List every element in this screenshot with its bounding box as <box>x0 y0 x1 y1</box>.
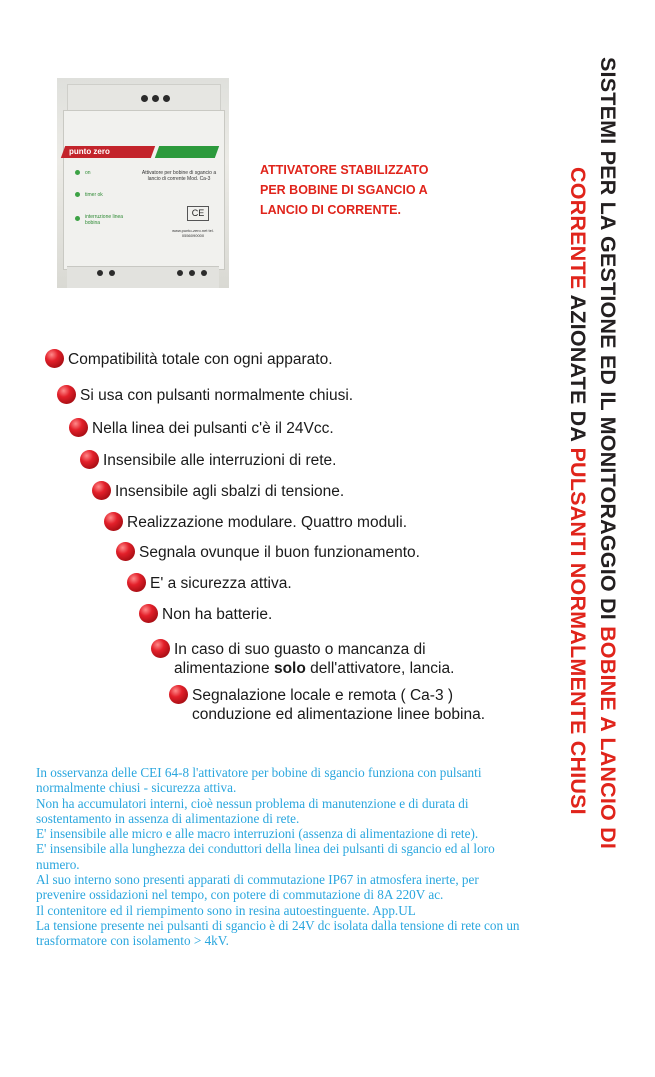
feature-item <box>169 686 485 724</box>
side-title-text: SISTEMI PER LA GESTIONE ED IL MONITORAGGIO DI <box>596 57 620 627</box>
feature-text: Si usa con pulsanti normalmente chiusi. <box>80 387 354 404</box>
led-icon <box>75 170 80 175</box>
red-bullet-icon <box>104 512 123 531</box>
feature-item <box>151 640 454 678</box>
feature-text: Nella linea dei pulsanti c'è il 24Vcc. <box>92 420 334 437</box>
terminal-screw-icon <box>109 270 115 276</box>
red-bullet-icon <box>69 418 88 437</box>
feature-text: E' a sicurezza attiva. <box>150 575 292 592</box>
feature-item <box>45 350 333 369</box>
red-bullet-icon <box>92 481 111 500</box>
feature-text-line <box>174 659 454 678</box>
side-title <box>563 57 623 967</box>
product-title-line: LANCIO DI CORRENTE. <box>260 203 401 217</box>
note-line: E' insensibile alle micro e alle macro interruzioni (assenza di alimentazione di rete). <box>36 826 479 842</box>
side-title-line-1 <box>593 57 623 967</box>
terminal-screw-icon <box>189 270 195 276</box>
feature-text: Insensibile agli sbalzi di tensione. <box>115 483 345 500</box>
feature-item <box>127 574 292 593</box>
note-line: Al suo interno sono presenti apparati di commutazione IP67 in atmosfera inerte, per prevenire ossidazioni nel tempo, con potere di commutazione di 8A 220V ac. <box>36 872 479 903</box>
feature-item <box>139 605 272 624</box>
feature-text: Insensibile alle interruzioni di rete. <box>103 452 337 469</box>
led-label: timer ok <box>85 192 103 198</box>
feature-text: Compatibilità totale con ogni apparato. <box>68 351 333 368</box>
red-bullet-icon <box>116 542 135 561</box>
terminal-screw-icon <box>141 95 148 102</box>
led-label: on <box>85 170 91 176</box>
notes-paragraph <box>36 765 521 949</box>
feature-text-bold: solo <box>273 660 306 677</box>
device-body <box>63 110 225 270</box>
red-bullet-icon <box>169 685 188 704</box>
product-title <box>260 160 480 220</box>
red-bullet-icon <box>45 349 64 368</box>
side-title-highlight: BOBINE A LANCIO DI <box>596 626 620 850</box>
note-line: La tensione presente nei pulsanti di sgancio è di 24V dc isolata dalla tensione di rete con un trasformatore con isolamento > 4kV. <box>36 917 520 949</box>
led-label: interruzione linea bobina <box>85 214 124 226</box>
device-brand: punto zero <box>69 147 110 156</box>
device-description: Attivatore per bobine di sgancio a lancio di corrente Mod. Ca-3 <box>141 170 217 182</box>
product-photo <box>57 78 229 288</box>
red-bullet-icon <box>151 639 170 658</box>
led-icon <box>75 192 80 197</box>
feature-text: Realizzazione modulare. Quattro moduli. <box>127 514 407 531</box>
terminal-screw-icon <box>152 95 159 102</box>
feature-text: Non ha batterie. <box>162 606 273 623</box>
feature-text-part: dell'attivatore, lancia. <box>305 660 455 677</box>
note-line: E' insensibile alla lunghezza dei conduttori della linea dei pulsanti di sgancio ed al loro numero. <box>36 841 495 872</box>
ce-mark-icon: CE <box>187 206 209 221</box>
red-bullet-icon <box>80 450 99 469</box>
terminal-screw-icon <box>177 270 183 276</box>
feature-item <box>92 482 344 501</box>
device-green-stripe <box>155 146 219 158</box>
product-title-line: ATTIVATORE STABILIZZATO <box>260 163 429 177</box>
feature-item <box>104 513 407 532</box>
feature-text-line: Segnalazione locale e remota ( Ca-3 ) <box>192 687 454 704</box>
terminal-screw-icon <box>163 95 170 102</box>
feature-text-line: conduzione ed alimentazione linee bobina. <box>192 706 485 723</box>
feature-text-line: In caso di suo guasto o mancanza di <box>174 641 426 658</box>
red-bullet-icon <box>127 573 146 592</box>
side-title-highlight: CORRENTE <box>566 167 590 290</box>
note-line: Non ha accumulatori interni, cioè nessun problema di manutenzione e di durata di sostentamento in assenza di alimentazione di rete. <box>36 795 469 826</box>
terminal-screw-icon <box>97 270 103 276</box>
note-line: In osservanza delle CEI 64-8 l'attivatore per bobine di sgancio funziona con pulsanti normalmente chiusi - sicurezza attiva. <box>36 765 482 796</box>
device-website: www.punto-zero.net tel. 0556090000 <box>172 228 214 238</box>
feature-text <box>174 640 454 678</box>
feature-text <box>192 686 485 724</box>
side-title-line-2 <box>563 167 593 1077</box>
device-bottom-cap <box>67 266 219 288</box>
note-line: Il contenitore ed il riempimento sono in resina autoestinguente. App.UL <box>36 902 416 918</box>
feature-item <box>69 419 334 438</box>
product-title-line: PER BOBINE DI SGANCIO A <box>260 183 428 197</box>
terminal-screw-icon <box>201 270 207 276</box>
side-title-text: AZIONATE DA <box>566 289 590 448</box>
feature-text: Segnala ovunque il buon funzionamento. <box>139 544 420 561</box>
feature-item <box>57 386 353 405</box>
feature-item <box>116 543 420 562</box>
feature-text-part: alimentazione <box>174 660 274 677</box>
side-title-highlight: PULSANTI NORMALMENTE CHIUSI <box>566 447 590 815</box>
red-bullet-icon <box>139 604 158 623</box>
led-icon <box>75 216 80 221</box>
red-bullet-icon <box>57 385 76 404</box>
feature-item <box>80 451 336 470</box>
